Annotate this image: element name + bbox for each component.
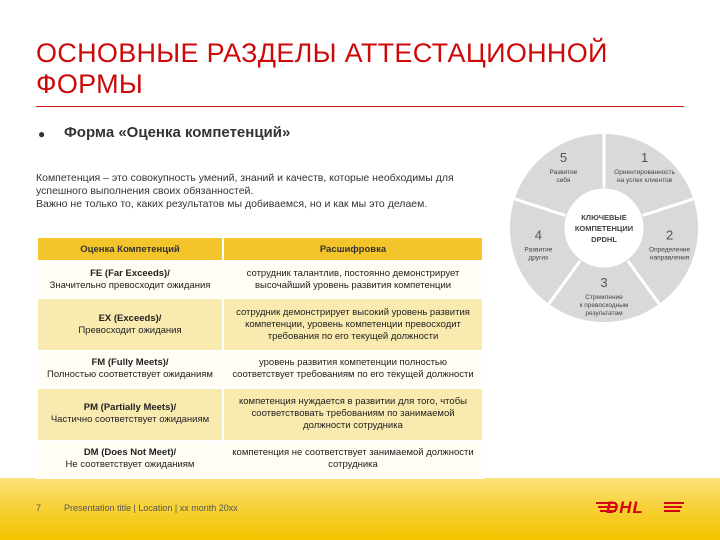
wheel-segment-number: 1 <box>640 150 649 166</box>
rating-cell <box>37 388 223 441</box>
rating-description: Превосходит ожидания <box>78 324 182 336</box>
slide-title: ОСНОВНЫЕ РАЗДЕЛЫ АТТЕСТАЦИОННОЙ ФОРМЫ <box>36 38 608 99</box>
rating-cell <box>37 261 223 298</box>
competency-wheel <box>506 130 702 326</box>
wheel-segment-label: Развитие <box>549 169 578 177</box>
table-header-row <box>37 237 483 261</box>
column-header-rating: Оценка Компетенций <box>37 237 223 261</box>
explanation-cell: уровень развития компетенции полностью соответствует требованиям по его текущей должности <box>223 351 483 388</box>
bullet-heading: Форма «Оценка компетенций» <box>64 124 291 141</box>
rating-code: DM (Does Not Meet)/ <box>83 447 177 459</box>
wheel-segment-label: Определение <box>649 246 691 254</box>
table-row <box>37 441 483 478</box>
definition-text <box>36 172 466 211</box>
column-header-explanation: Расшифровка <box>223 237 483 261</box>
wheel-segment-number: 5 <box>559 150 568 166</box>
wheel-segment-label: Ориентированность <box>614 169 675 177</box>
rating-cell <box>37 351 223 388</box>
rating-cell <box>37 441 223 478</box>
rating-description: Значительно превосходит ожидания <box>49 279 211 291</box>
explanation-cell: сотрудник талантлив, постоянно демонстрирует высочайший уровень развития компетенции <box>223 261 483 298</box>
rating-code: FE (Far Exceeds)/ <box>90 267 170 279</box>
rating-cell <box>37 298 223 351</box>
rating-description: Не соответствует ожиданиям <box>65 459 195 471</box>
rating-description: Полностью соответствует ожиданиям <box>47 369 213 381</box>
table-row <box>37 351 483 388</box>
wheel-segment-label: Развитие <box>524 246 553 254</box>
title-divider <box>36 106 684 107</box>
rating-code: FM (Fully Meets)/ <box>91 357 169 369</box>
explanation-cell: сотрудник демонстрирует высокий уровень развития компетенции, уровень компетенции превосходит требования по его текущей должности <box>223 298 483 351</box>
definition-line: Важно не только то, каких результатов мы добиваемся, но и как мы это делаем. <box>36 198 428 210</box>
wheel-segment-label: других <box>528 254 549 262</box>
table-row <box>37 388 483 441</box>
competency-table <box>36 236 484 479</box>
explanation-cell: компетенция нуждается в развитии для того, чтобы соответствовать требованиям по занимаемой должности сотрудника <box>223 388 483 441</box>
wheel-segment-label: направления <box>649 254 690 262</box>
wheel-segment-number: 2 <box>666 227 674 243</box>
footer-meta: Presentation title | Location | xx month 20xx <box>64 503 238 513</box>
dhl-speed-lines-icon <box>664 501 684 513</box>
dhl-logo: DHL <box>606 498 644 517</box>
rating-code: PM (Partially Meets)/ <box>83 402 177 414</box>
wheel-segment-label: к превосходным <box>579 302 629 309</box>
wheel-segment-label: на успех клиентов <box>617 177 673 185</box>
table-row <box>37 261 483 298</box>
page-number: 7 <box>36 503 42 513</box>
table-row <box>37 298 483 351</box>
wheel-segment-label: себя <box>556 177 571 185</box>
wheel-center-label: КОМПЕТЕНЦИИ <box>574 224 634 233</box>
wheel-segment-label: результатам <box>585 310 623 317</box>
wheel-center-label: КЛЮЧЕВЫЕ <box>581 213 627 222</box>
rating-description: Частично соответствует ожиданиям <box>50 414 210 426</box>
wheel-segment-number: 3 <box>600 275 608 290</box>
rating-code: EX (Exceeds)/ <box>98 312 162 324</box>
wheel-segment-label: Стремление <box>585 294 623 301</box>
bullet-icon: ● <box>38 127 46 141</box>
wheel-segment-number: 4 <box>534 227 542 243</box>
definition-line: Компетенция – это совокупность умений, знаний и качеств, которые необходимы для успешного выполнения своих обязанностей. <box>36 172 454 197</box>
explanation-cell: компетенция не соответствует занимаемой должности сотрудника <box>223 441 483 478</box>
wheel-center-label: DPDHL <box>591 235 617 244</box>
